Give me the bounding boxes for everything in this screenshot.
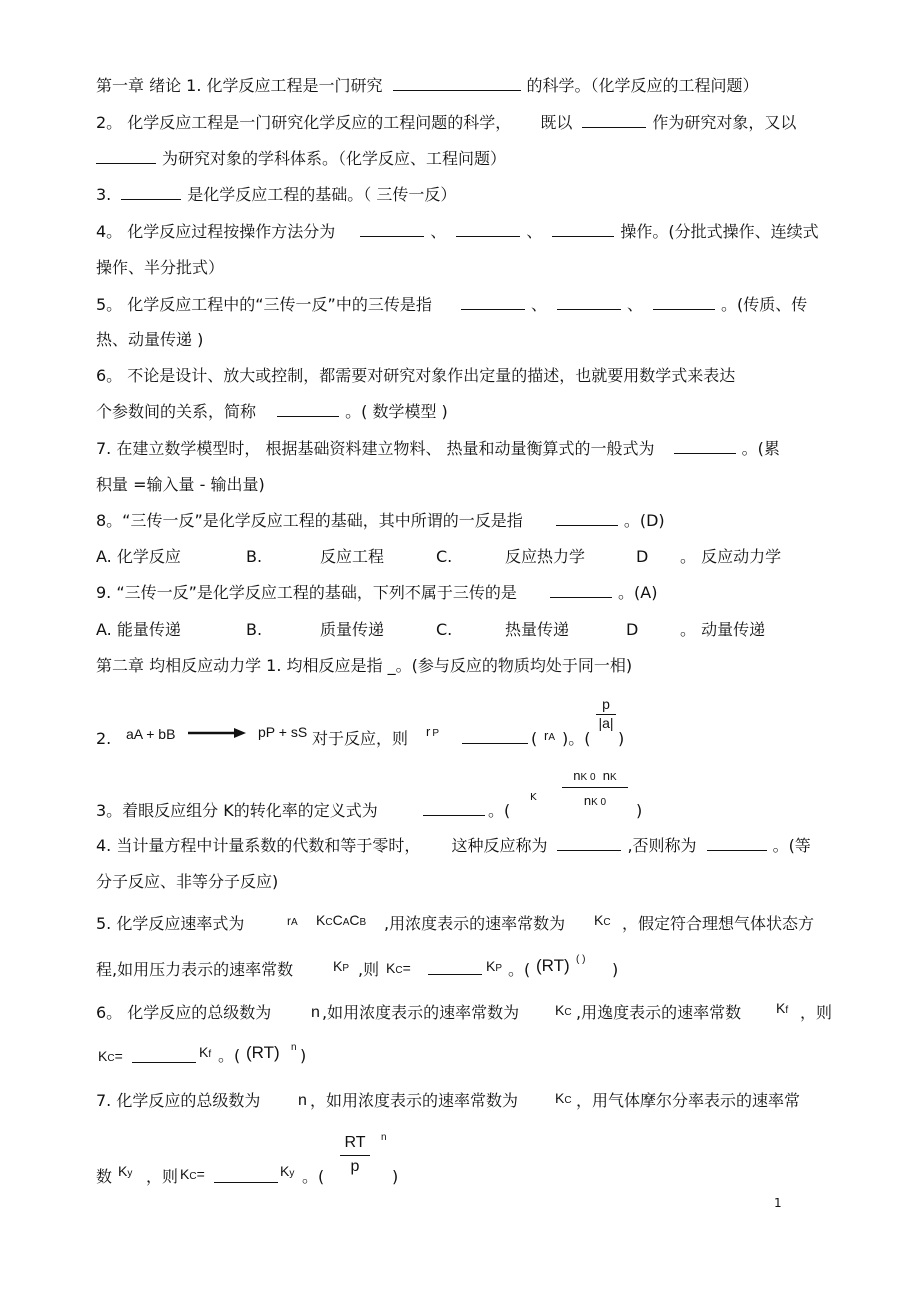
symbol: K bbox=[180, 1166, 190, 1182]
symbol: n bbox=[583, 793, 592, 808]
subscript: B bbox=[359, 917, 367, 928]
text: ,用逸度表示的速率常数 bbox=[576, 1003, 742, 1022]
text: 既以 bbox=[540, 113, 573, 132]
symbol: K bbox=[486, 958, 496, 974]
reaction-arrow-icon bbox=[186, 726, 248, 740]
line-3 bbox=[96, 149, 512, 169]
text: ) bbox=[618, 729, 625, 748]
text: ,则 bbox=[358, 960, 380, 979]
rate-a bbox=[544, 726, 555, 748]
text: 为研究对象的学科体系。（化学反应、工程问题） bbox=[162, 149, 507, 168]
text: 3. bbox=[96, 185, 112, 204]
text: 操作。(分批式操作、连续式 bbox=[620, 222, 819, 241]
text: 5。 化学反应工程中的“三传一反”中的三传是指 bbox=[96, 295, 432, 314]
subscript: f bbox=[785, 1005, 789, 1016]
text: 是化学反应工程的基础。（ 三传一反） bbox=[187, 185, 457, 204]
subscript: C bbox=[325, 917, 333, 928]
line-2 bbox=[96, 113, 802, 133]
subscript: C bbox=[189, 1171, 197, 1182]
kp-symbol bbox=[333, 956, 349, 979]
kc-symbol bbox=[98, 1046, 123, 1069]
rt-term: (RT) bbox=[536, 956, 570, 975]
equals: = bbox=[196, 1166, 205, 1182]
text: ( bbox=[531, 729, 538, 748]
symbol: n bbox=[573, 768, 581, 783]
answer-blank bbox=[552, 222, 614, 237]
text: 。( bbox=[302, 1167, 325, 1186]
subscript: C bbox=[564, 1007, 572, 1018]
option-d: 。 反应动力学 bbox=[680, 547, 782, 566]
line-20 bbox=[96, 836, 817, 856]
text: 9. “三传一反”是化学反应工程的基础，下列不属于三传的是 bbox=[96, 583, 517, 602]
conversion-fraction bbox=[562, 768, 628, 808]
text: ) bbox=[636, 801, 643, 820]
text: 第二章 均相反应动力学 1. 均相反应是指 _。(参与反应的物质均处于同一相) bbox=[96, 656, 633, 675]
fraction-numerator bbox=[562, 768, 628, 783]
symbol: K bbox=[280, 1163, 290, 1179]
text: ，则 bbox=[146, 1167, 179, 1186]
text: ,否则称为 bbox=[627, 836, 697, 855]
symbol: K bbox=[555, 1090, 565, 1106]
text: 。(A) bbox=[618, 583, 658, 602]
text: ，如用浓度表示的速率常数为 bbox=[310, 1091, 519, 1110]
line-9 bbox=[96, 366, 741, 386]
products: pP + sS bbox=[258, 724, 308, 740]
option-c-label: C. bbox=[436, 547, 453, 566]
q-number: 2. bbox=[96, 729, 112, 748]
symbol: K bbox=[98, 1048, 108, 1064]
text: 、 bbox=[526, 222, 543, 241]
order-symbol: n bbox=[311, 1004, 320, 1021]
line-10 bbox=[96, 402, 454, 422]
symbol: r bbox=[544, 728, 549, 743]
symbol: K bbox=[776, 1000, 786, 1016]
text: 热、动量传递 ) bbox=[96, 330, 204, 349]
text: ，则 bbox=[800, 1003, 833, 1022]
text: 这种反应称为 bbox=[451, 836, 548, 855]
answer-blank bbox=[462, 729, 528, 744]
equals: = bbox=[114, 1048, 123, 1064]
fraction-numerator: p bbox=[602, 696, 610, 712]
answer-blank bbox=[550, 583, 612, 598]
text: ) bbox=[300, 1046, 307, 1065]
chapter-2-line bbox=[96, 656, 638, 676]
option-d-label: D bbox=[626, 620, 639, 639]
fraction-numerator: RT bbox=[344, 1134, 366, 1151]
text: 。( bbox=[218, 1046, 241, 1065]
symbol: C bbox=[349, 912, 360, 928]
text: 作为研究对象，又以 bbox=[652, 113, 797, 132]
answer-blank bbox=[121, 185, 181, 200]
fraction-denominator: |a| bbox=[596, 714, 616, 731]
option-b-label: B. bbox=[246, 547, 263, 566]
text: 6。 不论是设计、放大或控制，都需要对研究对象作出定量的描述，也就要用数学式来表达 bbox=[96, 366, 736, 385]
line-7 bbox=[96, 295, 813, 315]
answer-blank bbox=[707, 836, 767, 851]
text: 对于反应，则 bbox=[312, 729, 409, 748]
kp-symbol bbox=[486, 956, 502, 979]
text: ) bbox=[392, 1167, 399, 1186]
answer-blank bbox=[428, 960, 482, 975]
subscript: C bbox=[564, 1095, 572, 1106]
kc-symbol bbox=[555, 1000, 572, 1023]
text: 操作、半分批式） bbox=[96, 258, 225, 277]
subscript: C bbox=[603, 917, 611, 928]
rate-a bbox=[287, 911, 298, 933]
text: 4。 化学反应过程按操作方法分为 bbox=[96, 222, 336, 241]
subscript: C bbox=[395, 965, 403, 976]
symbol: K bbox=[316, 912, 326, 928]
rt-over-p-fraction bbox=[340, 1134, 370, 1176]
kf-symbol bbox=[199, 1042, 211, 1065]
line-11 bbox=[96, 439, 786, 459]
text: 数 bbox=[96, 1167, 113, 1186]
text: 4. 当计量方程中计量系数的代数和等于零时， bbox=[96, 836, 421, 855]
symbol: K bbox=[386, 960, 396, 976]
subscript: P bbox=[342, 963, 350, 974]
kc-symbol bbox=[386, 958, 411, 981]
kc-symbol bbox=[180, 1164, 205, 1187]
equals: = bbox=[402, 960, 411, 976]
text: 。(D) bbox=[623, 511, 665, 530]
text: 。(等 bbox=[772, 836, 811, 855]
text: 的科学。（化学反应的工程问题） bbox=[526, 76, 759, 95]
text: 2。 化学反应工程是一门研究化学反应的工程问题的科学， bbox=[96, 113, 512, 132]
line-13 bbox=[96, 511, 671, 531]
option-a: A. 能量传递 bbox=[96, 620, 181, 639]
text: 6。 化学反应的总级数为 bbox=[96, 1003, 272, 1022]
text: 个参数间的关系，简称 bbox=[96, 402, 257, 421]
text: ，假定符合理想气体状态方 bbox=[622, 914, 815, 933]
answer-blank bbox=[557, 295, 621, 310]
answer-blank bbox=[360, 222, 424, 237]
symbol: n bbox=[602, 768, 611, 783]
text: ,如用浓度表示的速率常数为 bbox=[322, 1003, 520, 1022]
subscript: f bbox=[208, 1049, 212, 1060]
answer-blank bbox=[456, 222, 520, 237]
line-12 bbox=[96, 475, 271, 495]
answer-blank bbox=[214, 1168, 278, 1183]
line-4 bbox=[96, 185, 462, 205]
symbol: K bbox=[594, 912, 604, 928]
text: 、 bbox=[626, 295, 643, 314]
subscript: A bbox=[342, 917, 350, 928]
text: 、 bbox=[430, 222, 447, 241]
rate-p bbox=[426, 722, 439, 744]
answer-blank bbox=[674, 439, 736, 454]
line-15 bbox=[96, 583, 663, 603]
option-c-label: C. bbox=[436, 620, 453, 639]
subscript: P bbox=[495, 963, 503, 974]
subscript: K bbox=[610, 772, 617, 783]
text: 8。“三传一反”是化学反应工程的基础，其中所谓的一反是指 bbox=[96, 511, 523, 530]
text: 5. 化学反应速率式为 bbox=[96, 914, 245, 933]
symbol: K bbox=[555, 1002, 565, 1018]
text: 。( bbox=[508, 960, 531, 979]
kc-symbol bbox=[594, 910, 611, 933]
text: 3。着眼反应组分 K的转化率的定义式为 bbox=[96, 801, 378, 820]
answer-blank bbox=[461, 295, 525, 310]
page-number: 1 bbox=[774, 1196, 782, 1210]
line-8 bbox=[96, 330, 209, 350]
line-1 bbox=[96, 76, 765, 96]
answer-blank bbox=[393, 76, 521, 91]
subscript: C bbox=[107, 1053, 115, 1064]
text: )。( bbox=[562, 729, 591, 748]
symbol: C bbox=[332, 912, 343, 928]
ky-symbol bbox=[280, 1161, 294, 1184]
option-d: 。 动量传递 bbox=[680, 620, 766, 639]
subscript: y bbox=[289, 1168, 295, 1179]
answer-blank bbox=[556, 511, 618, 526]
rt-term: (RT) bbox=[246, 1043, 280, 1062]
text: 7. 化学反应的总级数为 bbox=[96, 1091, 261, 1110]
kf-symbol bbox=[776, 998, 788, 1021]
subscript: A bbox=[548, 732, 556, 743]
text: ，用气体摩尔分率表示的速率常 bbox=[576, 1091, 801, 1110]
symbol: K bbox=[199, 1044, 209, 1060]
text: 。( 数学模型 ) bbox=[345, 402, 448, 421]
text: ,用浓度表示的速率常数为 bbox=[384, 914, 566, 933]
option-a: A. 化学反应 bbox=[96, 547, 181, 566]
answer-blank bbox=[653, 295, 715, 310]
coefficient-fraction bbox=[596, 696, 616, 731]
subscript: A bbox=[291, 917, 298, 928]
superscript: ( ) bbox=[576, 954, 586, 965]
line-21 bbox=[96, 872, 284, 892]
line-6 bbox=[96, 258, 230, 278]
option-c: 热量传递 bbox=[505, 620, 570, 639]
text: 。(传质、传 bbox=[720, 295, 808, 314]
superscript: n bbox=[291, 1042, 297, 1053]
line-5 bbox=[96, 222, 825, 242]
text: 。(累 bbox=[741, 439, 780, 458]
ky-symbol bbox=[118, 1161, 132, 1184]
superscript: n bbox=[381, 1132, 387, 1143]
text: 程,如用压力表示的速率常数 bbox=[96, 960, 294, 979]
text: 、 bbox=[530, 295, 547, 314]
answer-blank bbox=[96, 149, 156, 164]
text: ) bbox=[612, 960, 619, 979]
subscript: K 0 bbox=[580, 772, 596, 783]
fraction-denominator bbox=[562, 787, 628, 808]
option-d-label: D bbox=[636, 547, 649, 566]
option-b: 反应工程 bbox=[320, 547, 385, 566]
fraction-denominator: p bbox=[340, 1155, 370, 1176]
subscript: y bbox=[127, 1168, 133, 1179]
answer-blank bbox=[277, 402, 339, 417]
answer-blank bbox=[132, 1048, 196, 1063]
subscript: P bbox=[432, 728, 440, 739]
kc-symbol bbox=[555, 1088, 572, 1111]
option-b-label: B. bbox=[246, 620, 263, 639]
symbol: r bbox=[426, 724, 431, 739]
answer-blank bbox=[557, 836, 621, 851]
symbol: K bbox=[118, 1163, 128, 1179]
text: 分子反应、非等分子反应) bbox=[96, 872, 279, 891]
order-symbol: n bbox=[298, 1092, 307, 1109]
rate-expression bbox=[316, 910, 366, 933]
text: 积量 =输入量 - 输出量) bbox=[96, 475, 265, 494]
symbol: r bbox=[287, 914, 291, 928]
option-c: 反应热力学 bbox=[505, 547, 586, 566]
conversion-symbol: K bbox=[530, 792, 537, 803]
text: 7. 在建立数学模型时， 根据基础资料建立物料、 热量和动量衡算式的一般式为 bbox=[96, 439, 655, 458]
option-b: 质量传递 bbox=[320, 620, 385, 639]
answer-blank bbox=[582, 113, 646, 128]
reactants: aA + bB bbox=[126, 726, 176, 742]
text: 第一章 绪论 1. 化学反应工程是一门研究 bbox=[96, 76, 383, 95]
answer-blank bbox=[423, 801, 485, 816]
subscript: K 0 bbox=[591, 797, 607, 808]
text: 。( bbox=[488, 801, 511, 820]
symbol: K bbox=[333, 958, 343, 974]
